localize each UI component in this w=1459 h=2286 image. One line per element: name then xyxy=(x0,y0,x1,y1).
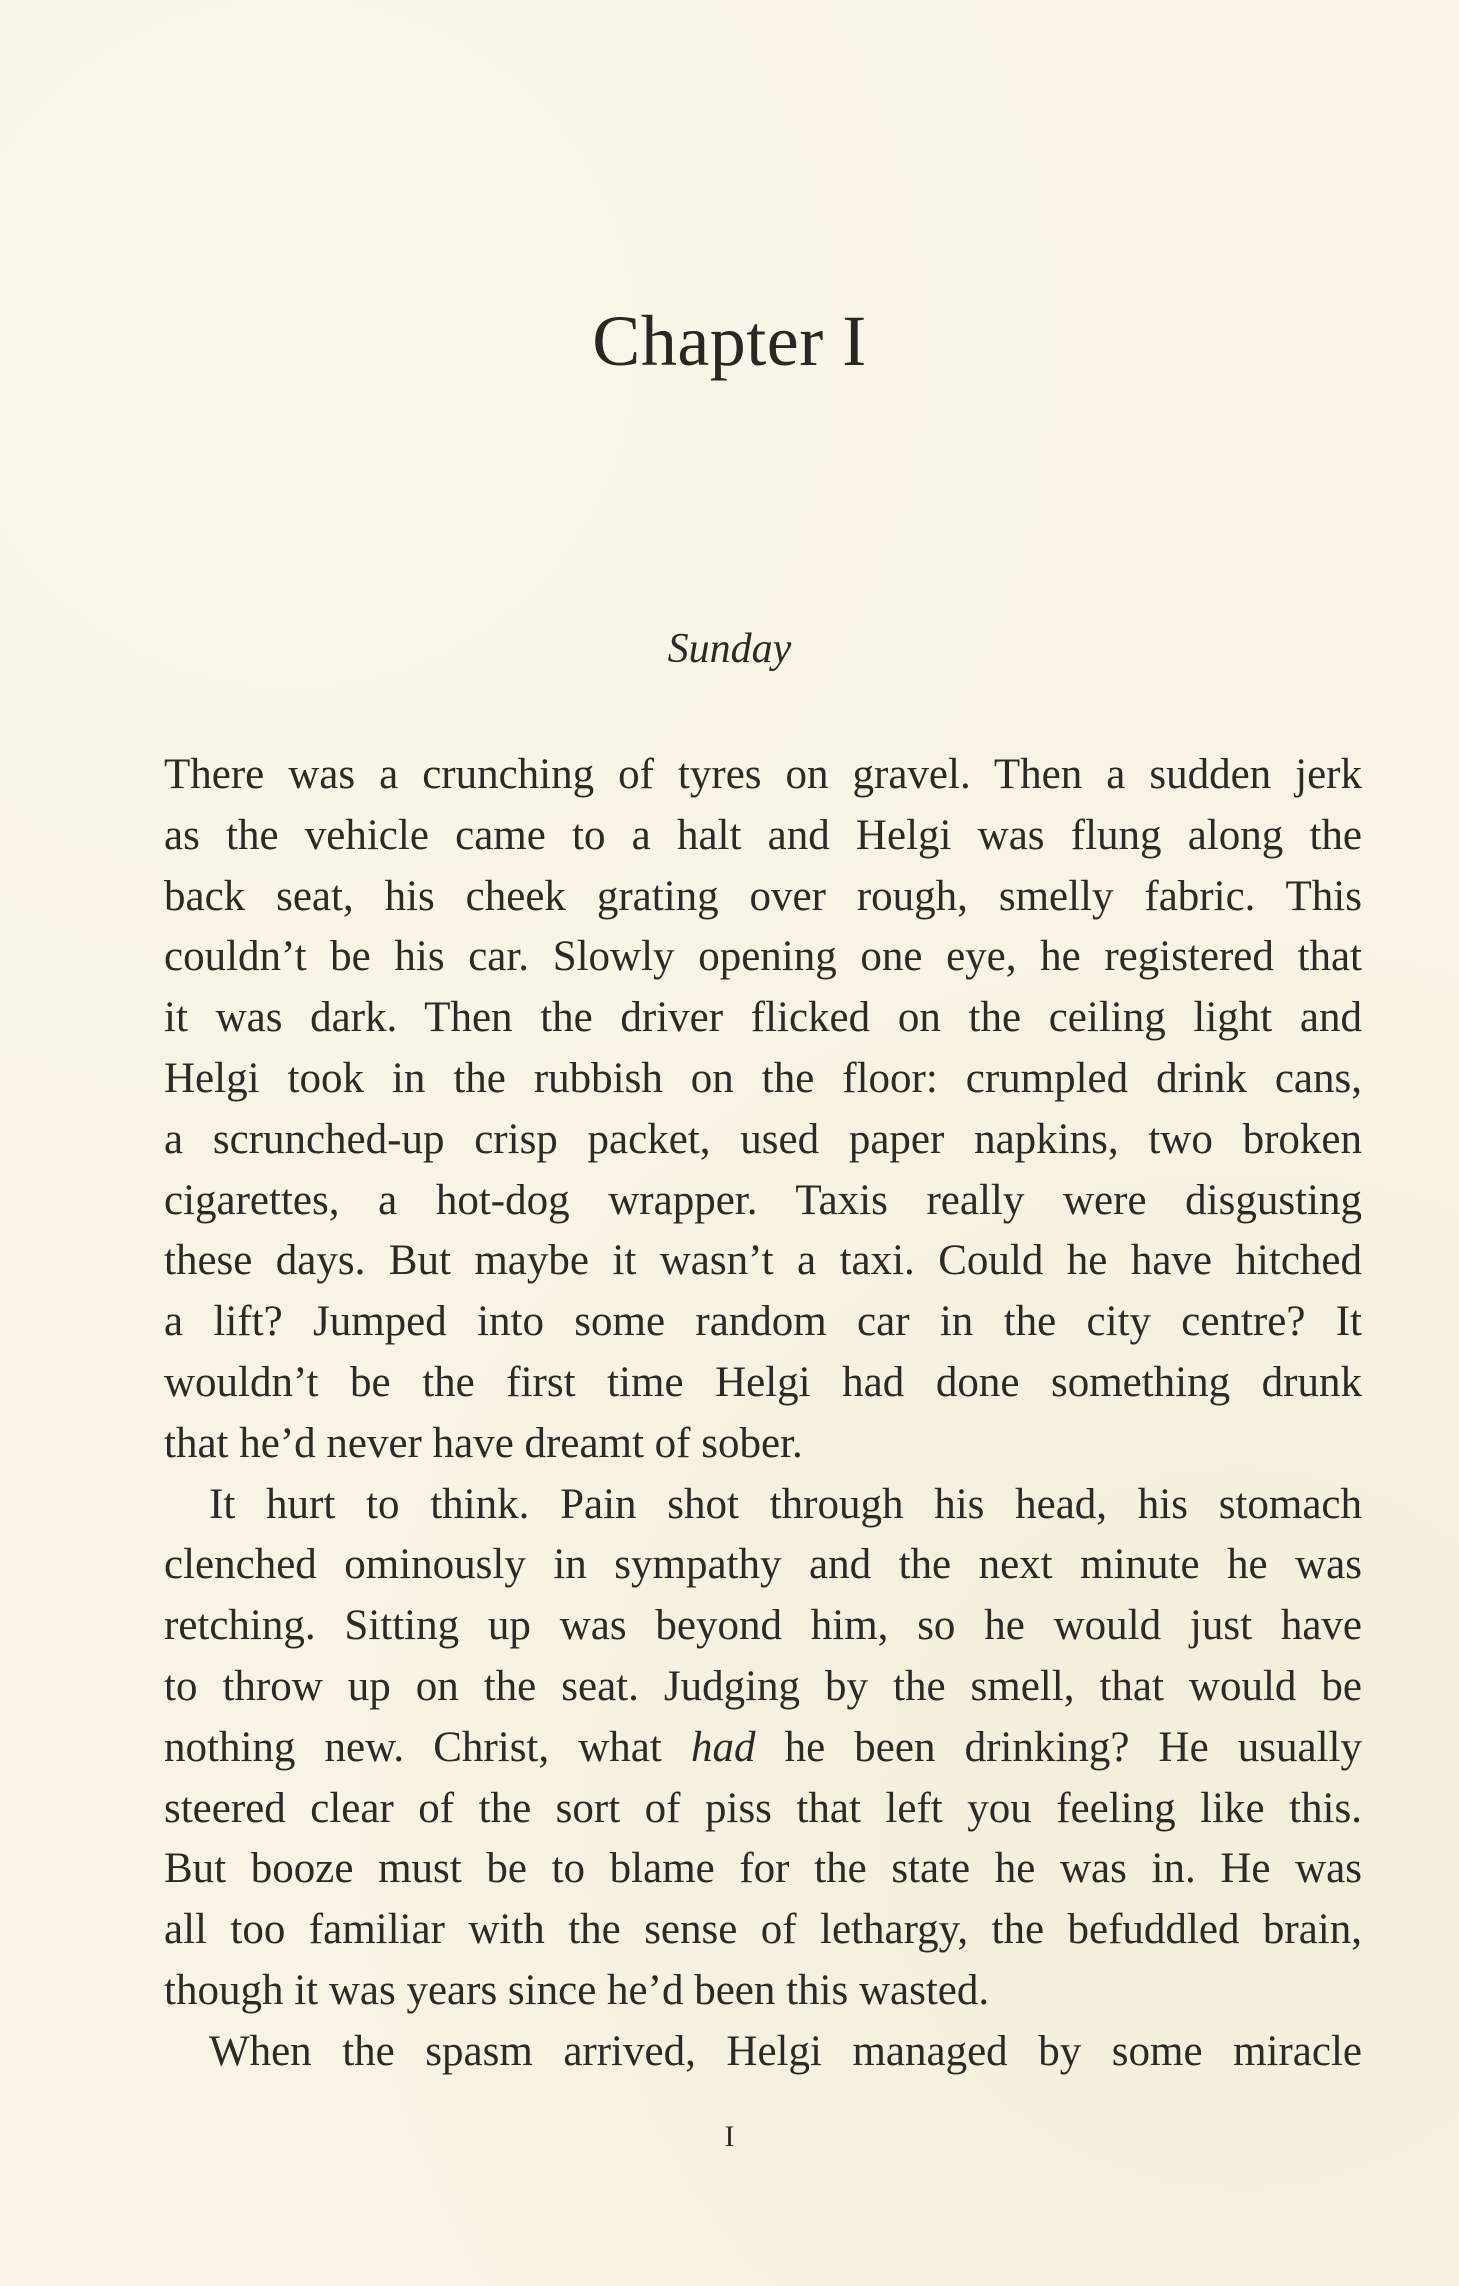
text-line: clenched ominously in sympathy and the next minute he was xyxy=(164,1541,1362,1589)
text-line: to throw up on the seat. Judging by the smell, that would be xyxy=(164,1662,1362,1710)
text-line: though it was years since he’d been this wasted. xyxy=(164,1966,990,2014)
text-line: it was dark. Then the driver flicked on the ceiling light and xyxy=(164,994,1362,1042)
page-number: I xyxy=(724,2120,735,2153)
chapter-title: Chapter I xyxy=(592,301,867,381)
section-title: Sunday xyxy=(667,626,792,672)
text-line: cigarettes, a hot-dog wrapper. Taxis really were disgusting xyxy=(164,1176,1362,1224)
text-fragment: he been drinking? He usually xyxy=(755,1723,1363,1771)
emphasis-word: had xyxy=(690,1723,756,1771)
text-line: When the spasm arrived, Helgi managed by some miracle xyxy=(209,2027,1362,2075)
text-line: Helgi took in the rubbish on the floor: crumpled drink cans, xyxy=(164,1054,1362,1102)
text-line: There was a crunching of tyres on gravel. Then a sudden jerk xyxy=(164,751,1362,798)
body-text xyxy=(164,745,1362,2083)
text-line: wouldn’t be the first time Helgi had done something drunk xyxy=(164,1358,1362,1406)
text-line: retching. Sitting up was beyond him, so he would just have xyxy=(164,1602,1362,1650)
text-line: steered clear of the sort of piss that left you feeling like this. xyxy=(164,1784,1362,1832)
text-line: that he’d never have dreamt of sober. xyxy=(164,1419,803,1467)
text-line: as the vehicle came to a halt and Helgi was flung along the xyxy=(164,811,1362,859)
text-line: But booze must be to blame for the state he was in. He was xyxy=(164,1845,1362,1893)
text-line: a lift? Jumped into some random car in the city centre? It xyxy=(164,1298,1362,1346)
text-line: back seat, his cheek grating over rough, smelly fabric. This xyxy=(164,872,1362,920)
text-line: these days. But maybe it wasn’t a taxi. Could he have hitched xyxy=(164,1237,1362,1285)
paragraph-2 xyxy=(164,1475,1362,2022)
text-fragment: nothing new. Christ, what xyxy=(164,1723,691,1771)
text-line: a scrunched-up crisp packet, used paper napkins, two broken xyxy=(164,1115,1362,1163)
paragraph-1 xyxy=(164,745,1362,1475)
text-line: all too familiar with the sense of lethargy, the befuddled brain, xyxy=(164,1906,1362,1954)
text-line: couldn’t be his car. Slowly opening one eye, he registered that xyxy=(164,933,1362,981)
text-line-with-emphasis xyxy=(164,1718,1362,1779)
text-line: It hurt to think. Pain shot through his head, his stomach xyxy=(209,1480,1362,1528)
paragraph-3 xyxy=(164,2022,1362,2083)
